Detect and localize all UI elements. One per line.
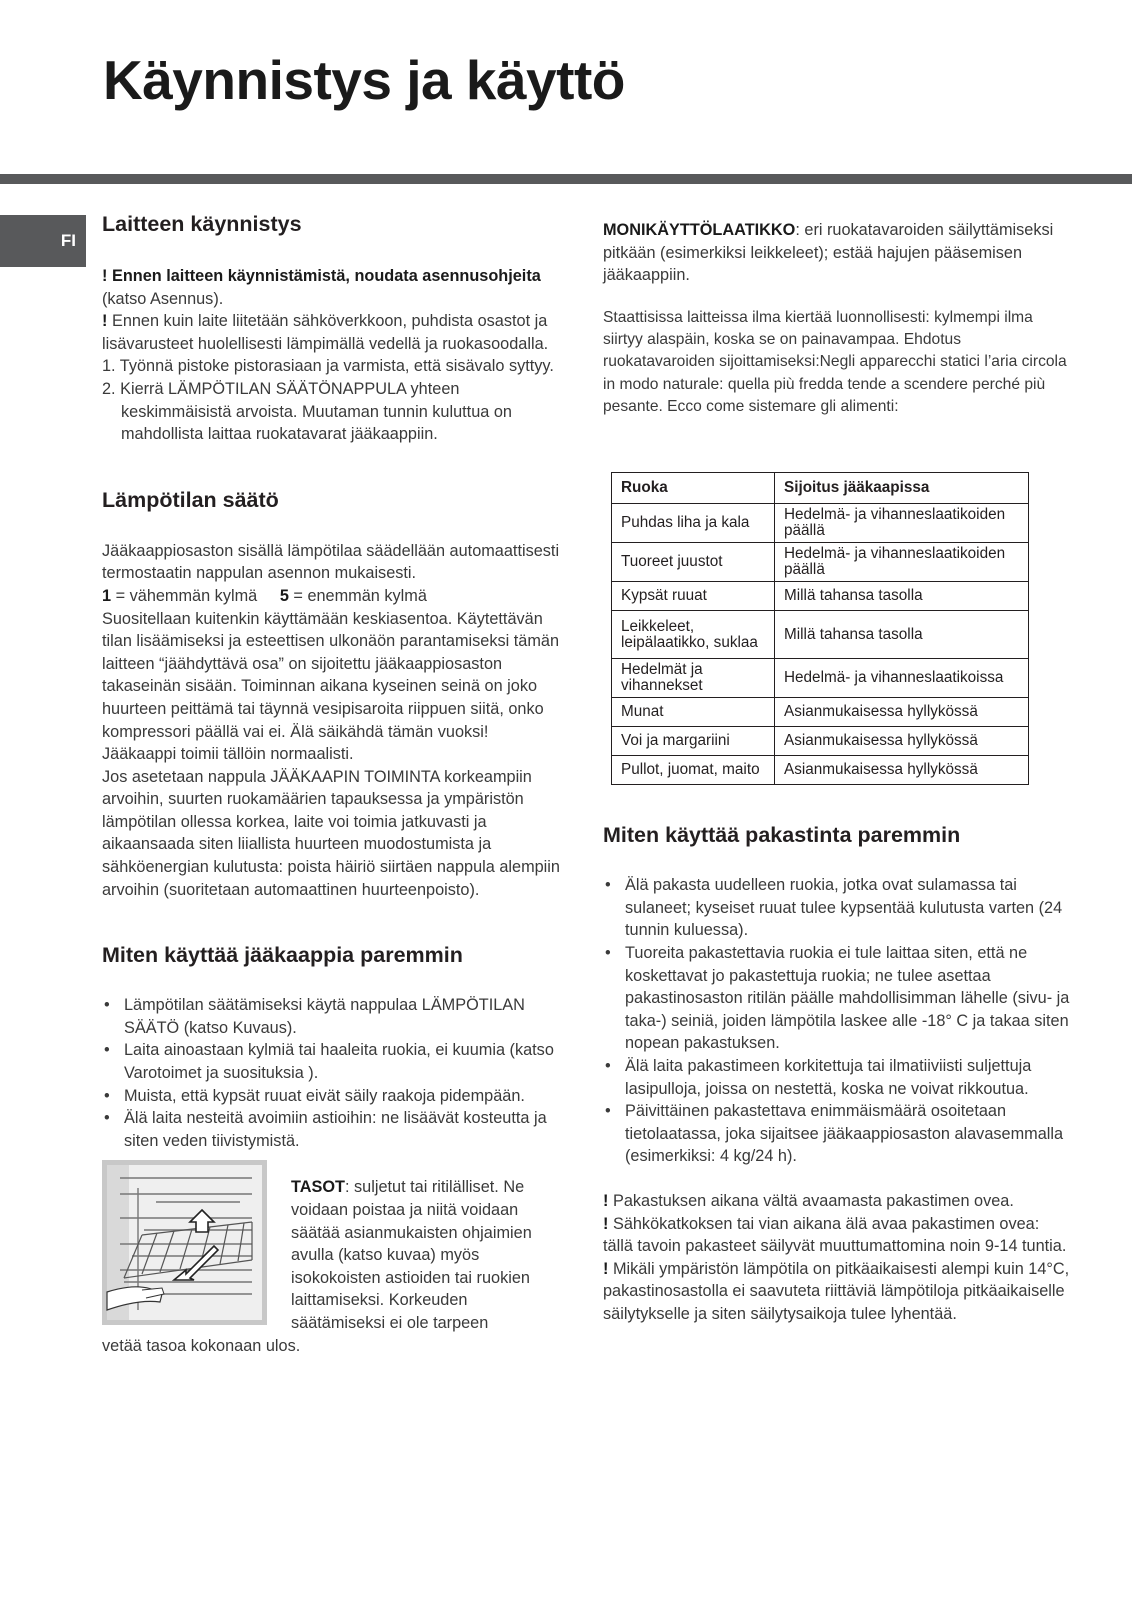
list-item: • Päivittäinen pakastettava enimmäismäärä osoitetaan tietolaatassa, joka sijaitsee jääkaappiosaston alavasemmalla (esimerkiksi: 4 kg/24 h). [603,1100,1073,1168]
table-row: Leikkeleet, leipälaatikko, suklaa Millä tahansa tasolla [612,611,1029,659]
list-item: • Laita ainoastaan kylmiä tai haaleita ruokia, ei kuumia (katso Varotoimet ja suosituksia ). [102,1039,562,1084]
temp-body-1: Suositellaan kuitenkin käyttämään keskiasentoa. Käytettävän tilan lisäämiseksi ja esteettisen ulkonäön parantamiseksi tämän laitteen “jäähdyttävä osa” on sijoitettu jääkaappiosaston takaseinän sisään. Toiminnan aikana kyseinen seinä on joko huurteen peittämä tai täynnä vesipisaroita riippuen siitä, onko kompressori päällä vai ei. Älä säikähdä tämän vuoksi! Jääkaappi toimii tällöin normaalisti. [102,609,560,764]
multi-drawer-label: MONIKÄYTTÖLAATIKKO [603,221,796,239]
start-warning-1-bold: Ennen laitteen käynnistämistä, noudata asennusohjeita [111,267,541,285]
table-row: Hedelmät ja vihannekset Hedelmä- ja vihanneslaatikoissa [612,659,1029,698]
page-title: Käynnistys ja käyttö [103,49,625,111]
section-heading-fridge: Miten käyttää jääkaappia paremmin [102,943,463,968]
start-step: 2. Kierrä LÄMPÖTILAN SÄÄTÖNAPPULA yhteen keskimmäisistä arvoista. Muutaman tunnin kuluttua on mahdollista laittaa ruokatavarat jääkaappiin. [102,379,512,444]
table-header-food: Ruoka [612,473,775,504]
left-column [102,212,562,1357]
warning-mark: ! [603,1214,609,1233]
static-air-text: Staattisissa laitteissa ilma kiertää luonnollisesti: kylmempi ilma siirtyy alaspäin, koska se on painavampaa. Ehdotus ruokatavaroiden sijoittamiseksi:Negli apparecchi statici l’aria circola in modo naturale: quella più fredda tende a scendere perché più pesante. Ecco come sistemare gli alimenti: [603,308,1067,415]
start-steps [102,355,562,445]
table-row: Voi ja margariini Asianmukaisessa hyllykössä [612,727,1029,756]
multi-drawer-text: MONIKÄYTTÖLAATIKKO: eri ruokatavaroiden säilyttämiseksi pitkään (esimerkiksi leikkeleet); estää hajujen pääsemisen jääkaappiin. [603,221,1054,285]
list-item: • Älä laita pakastimeen korkitettuja tai ilmatiiviisti suljettuja lasipulloja, joissa on nestettä, koska ne voivat rikkoutua. [603,1055,1073,1100]
temp-intro: Jääkaappiosaston sisällä lämpötilaa säädellään automaattisesti termostaatin nappulan asennon mukaisesti. [102,541,560,583]
table-row: Pullot, juomat, maito Asianmukaisessa hyllykössä [612,756,1029,785]
warning-mark: ! [603,1259,609,1278]
list-item: • Muista, että kypsät ruuat eivät säily raakoja pidempään. [102,1085,562,1108]
warning-mark: ! [603,1191,609,1210]
section-heading-temp: Lämpötilan säätö [102,487,279,512]
freezer-warning: ! Pakastuksen aikana vältä avaamasta pakastimen ovea. [603,1191,1014,1210]
shelves-tail: vetää tasoa kokonaan ulos. [102,1336,301,1355]
section-heading-start: Laitteen käynnistys [102,212,302,236]
start-warning-2: ! Ennen kuin laite liitetään sähköverkkoon, puhdista osastot ja lisävarusteet huolellisesti lämpimällä vedellä ja ruokasoodalla. [102,312,549,353]
list-item: • Älä laita nesteitä avoimiin astioihin: ne lisäävät kosteutta ja siten veden tiivistymistä. [102,1107,562,1152]
list-item: • Tuoreita pakastettavia ruokia ei tule laittaa siten, että ne koskettavat jo pakastettuja ruokia; ne tulee asettaa pakastinosaston ritilän päälle mahdollisimman lähelle (sivu- ja taka-) seiniä, joiden lämpötila laskee alle -18° C ja takaa siten nopean pakastuksen. [603,942,1073,1055]
list-item: • Älä pakasta uudelleen ruokia, jotka ovat sulamassa tai sulaneet; kyseiset ruuat tulee kypsentää kulutusta varten (24 tunnin kuluessa). [603,874,1073,942]
table-header-placement: Sijoitus jääkaapissa [775,473,1029,504]
section-heading-freezer: Miten käyttää pakastinta paremmin [603,823,961,848]
freezer-warning: ! Mikäli ympäristön lämpötila on pitkäaikaisesti alempi kuin 14°C, pakastinosastolla ei saavuteta riittäviä lämpötiloja pitkäaikaiselle säilytykselle ja siten säilytysaikoja tulee lyhentää. [603,1259,1070,1323]
language-tab: FI [0,215,86,267]
table-row: Munat Asianmukaisessa hyllykössä [612,698,1029,727]
shelves-text: TASOT: suljetut tai ritilälliset. Ne voidaan poistaa ja niitä voidaan säätää asianmukaisten ohjaimien avulla (katso kuvaa) myös isokokoisten astioiden tai ruokien laittamiseksi. Korkeuden säätämiseksi ei ole tarpeen [291,1178,532,1332]
shelf-adjust-illustration [102,1160,267,1325]
table-row: Puhdas liha ja kala Hedelmä- ja vihanneslaatikoiden päällä [612,504,1029,543]
shelves-block [102,1160,562,1334]
table-row: Kypsät ruuat Millä tahansa tasolla [612,582,1029,611]
start-warning-1: ! Ennen laitteen käynnistämistä, noudata asennusohjeita (katso Asennus). [102,267,541,308]
temp-scale: 1 = vähemmän kylmä 5 = enemmän kylmä [102,586,427,605]
table-row: Tuoreet juustot Hedelmä- ja vihanneslaatikoiden päällä [612,543,1029,582]
fridge-bullets [102,994,562,1152]
freezer-bullets [603,874,1073,1168]
freezer-warning: ! Sähkökatkoksen tai vian aikana älä avaa pakastimen ovea: tällä tavoin pakasteet säilyvät muuttumattomina noin 9-14 tuntia. [603,1214,1067,1256]
list-item: • Lämpötilan säätämiseksi käytä nappulaa LÄMPÖTILAN SÄÄTÖ (katso Kuvaus). [102,994,562,1039]
temp-body-2: Jos asetetaan nappula JÄÄKAAPIN TOIMINTA korkeampiin arvoihin, suurten ruokamäärien tapauksessa ja ympäristön lämpötilan ollessa korkea, laite voi toimia jatkuvasti ja aikaansaada siten liiallista huurteen muodostumista ja sähköenergian kulutusta: poista häiriö siirtäen nappula alempiin arvoihin (suoritetaan automaattinen huurteenpoisto). [102,767,560,899]
shelves-label: TASOT [291,1178,345,1197]
start-step: 1. Työnnä pistoke pistorasiaan ja varmista, että sisävalo syttyy. [102,357,554,376]
table-header-row [612,473,1029,504]
warning-mark: ! [102,267,108,285]
warning-mark: ! [102,312,108,331]
right-column [603,219,1073,1326]
food-placement-table [611,472,1029,785]
header-divider-bar [0,174,1132,184]
